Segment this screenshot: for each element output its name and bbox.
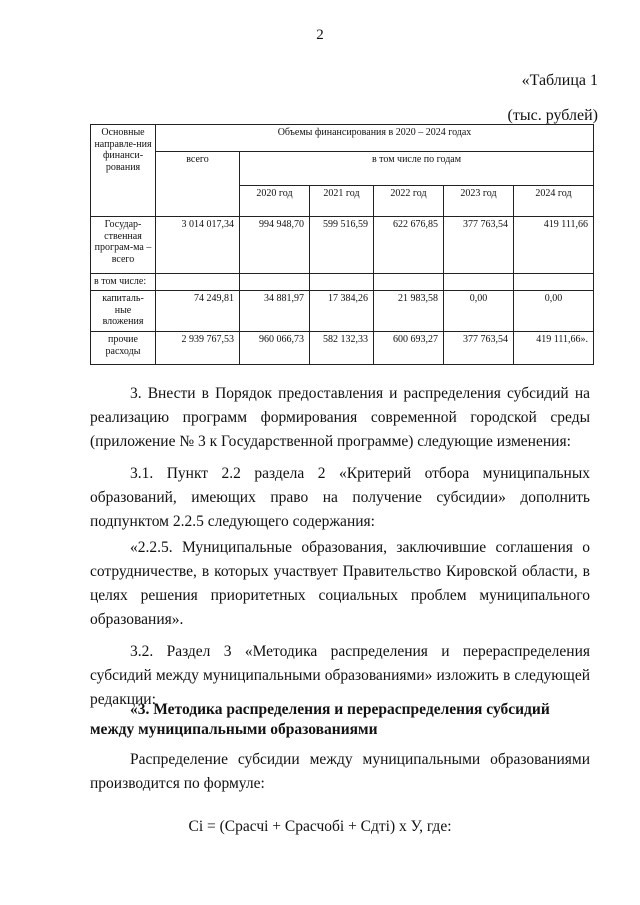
header-year: 2021 год [310, 185, 374, 216]
header-year: 2024 год [514, 185, 594, 216]
cell-value: 582 132,33 [310, 332, 374, 365]
cell-value: 419 111,66». [514, 332, 594, 365]
cell-value: 994 948,70 [240, 217, 310, 274]
row-label: Государ-ственная програм-ма – всего [91, 217, 156, 274]
cell-value: 960 066,73 [240, 332, 310, 365]
paragraph-3-2: 3.2. Раздел 3 «Методика распределения и перераспределения субсидий между муниципальными образованиями» изложить в следующей редакции: [90, 643, 590, 708]
header-total: всего [156, 152, 240, 217]
table-title: «Таблица 1 [521, 72, 598, 89]
cell-total: 2 939 767,53 [156, 332, 240, 365]
cell-total: 3 014 017,34 [156, 217, 240, 274]
cell-value: 0,00 [514, 291, 594, 332]
cell-total: 74 249,81 [156, 291, 240, 332]
header-year: 2020 год [240, 185, 310, 216]
paragraph-3: 3. Внести в Порядок предоставления и распределения субсидий на реализацию программ формирования современной городской среды (приложение № 3 к Государственной программе) следующие изменения: [90, 385, 590, 450]
cell-value: 0,00 [444, 291, 514, 332]
cell-value: 377 763,54 [444, 332, 514, 365]
row-label: капиталь-ные вложения [91, 291, 156, 332]
section-heading: «3. Методика распределения и перераспределения субсидий между муниципальными образованиями [90, 701, 550, 738]
table-row [91, 274, 594, 291]
cell-value: 600 693,27 [374, 332, 444, 365]
header-volumes: Объемы финансирования в 2020 – 2024 годах [156, 125, 594, 152]
row-subheader: в том числе: [91, 274, 156, 291]
header-year: 2023 год [444, 185, 514, 216]
table-row [91, 217, 594, 274]
paragraph-distribution: Распределение субсидии между муниципальными образованиями производится по формуле: [90, 751, 590, 792]
cell-value: 622 676,85 [374, 217, 444, 274]
cell-value: 419 111,66 [514, 217, 594, 274]
cell-value: 21 983,58 [374, 291, 444, 332]
header-direction: Основные направле-ния финанси-рования [91, 125, 156, 217]
page-number: 2 [316, 27, 324, 43]
paragraph-3-1: 3.1. Пункт 2.2 раздела 2 «Критерий отбора муниципальных образований, имеющих право на получение субсидии» дополнить подпунктом 2.2.5 следующего содержания: [90, 465, 590, 530]
paragraph-2-2-5: «2.2.5. Муниципальные образования, заключившие соглашения о сотрудничестве, в которых участвует Правительство Кировской области, в целях решения приоритетных социальных проблем муниципального образования». [90, 539, 590, 628]
cell-value: 377 763,54 [444, 217, 514, 274]
formula: Ci = (Срасчi + Срасчобi + Сдтi) х У, где: [188, 818, 452, 835]
cell-value: 17 384,26 [310, 291, 374, 332]
cell-value: 599 516,59 [310, 217, 374, 274]
table-row [91, 332, 594, 365]
table-row [91, 291, 594, 332]
header-by-years: в том числе по годам [240, 152, 594, 186]
units-label: (тыс. рублей) [507, 107, 598, 124]
financing-table [90, 124, 594, 365]
row-label: прочие расходы [91, 332, 156, 365]
header-year: 2022 год [374, 185, 444, 216]
cell-value: 34 881,97 [240, 291, 310, 332]
